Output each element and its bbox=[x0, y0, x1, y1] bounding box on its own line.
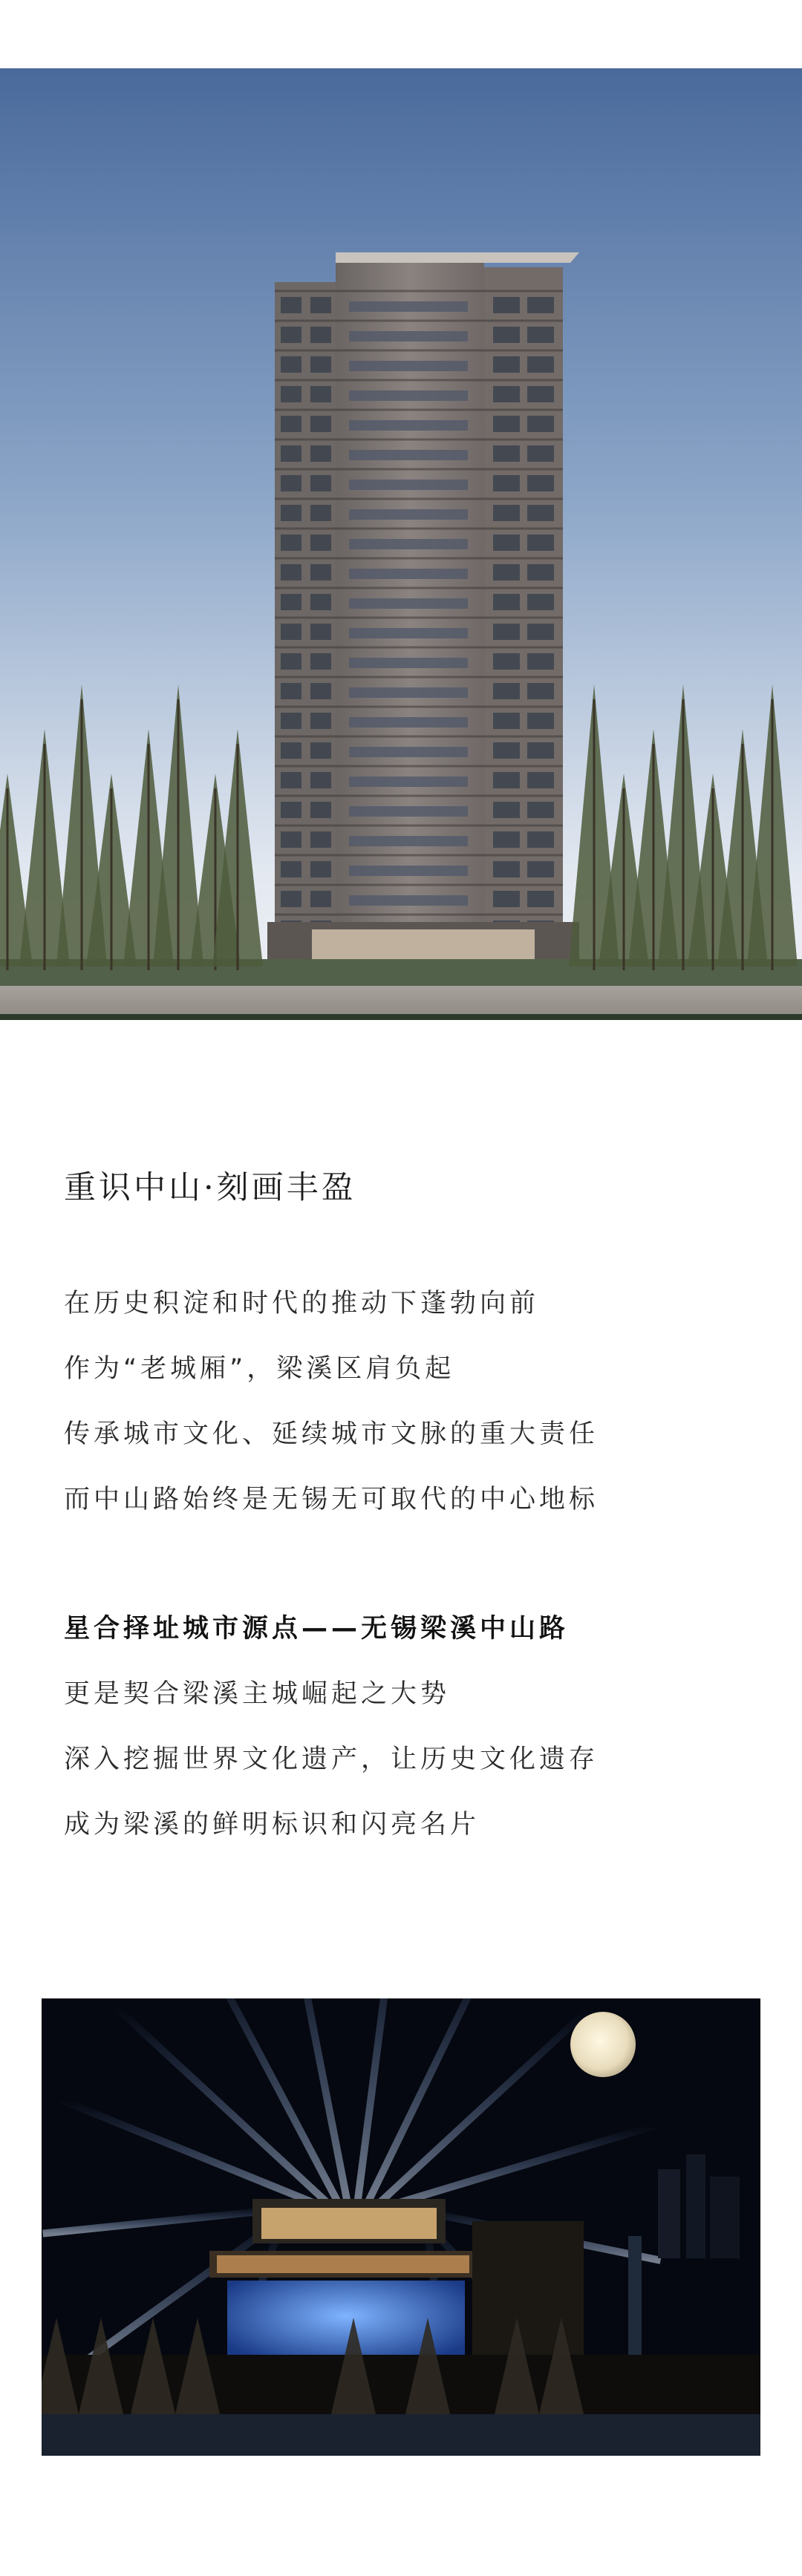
paragraph-line: 在历史积淀和时代的推动下蓬勃向前 bbox=[64, 1289, 540, 1318]
paragraph-spacer bbox=[64, 1532, 747, 1596]
night-pavilion-image bbox=[42, 1998, 760, 2456]
paragraph-line: 更是契合梁溪主城崛起之大势 bbox=[64, 1679, 451, 1709]
night-pavilion-illustration bbox=[42, 1998, 760, 2456]
moon bbox=[570, 2012, 636, 2077]
article-heading: 重识中山·刻画丰盈 bbox=[64, 1169, 356, 1206]
article-body bbox=[64, 1166, 747, 1857]
paragraph-line: 而中山路始终是无锡无可取代的中心地标 bbox=[64, 1485, 599, 1514]
paragraph-line: 成为梁溪的鲜明标识和闪亮名片 bbox=[64, 1810, 480, 1840]
paragraph-line: 作为“老城厢”，梁溪区肩负起 bbox=[64, 1354, 455, 1384]
paragraph-title: 星合择址城市源点——无锡梁溪中山路 bbox=[64, 1614, 570, 1644]
paragraph-2 bbox=[64, 1596, 747, 1857]
paragraph-line: 深入挖掘世界文化遗产，让历史文化遗存 bbox=[64, 1745, 599, 1774]
paragraph-line: 传承城市文化、延续城市文脉的重大责任 bbox=[64, 1419, 599, 1449]
hero-building-image bbox=[0, 68, 802, 1020]
hero-building-illustration bbox=[0, 68, 802, 1020]
tower bbox=[267, 252, 579, 963]
paragraph-1 bbox=[64, 1271, 747, 1532]
